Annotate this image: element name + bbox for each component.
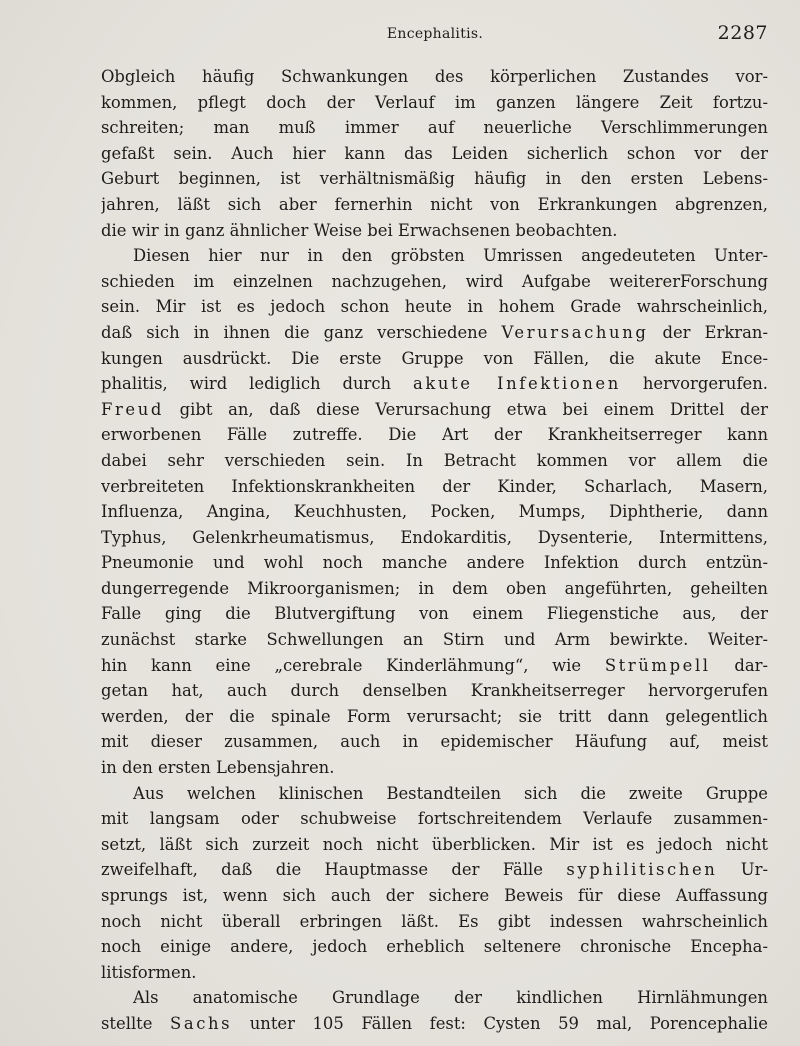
text-line: Falle ging die Blutvergiftung von einem Fliegenstiche aus, der: [101, 604, 768, 624]
page-header: [102, 22, 768, 50]
spaced-emphasis: Sachs: [170, 1013, 233, 1033]
page-number: 2287: [717, 22, 768, 44]
text-run: gibt an, daß diese Verursachung etwa bei einem Drittel der: [163, 399, 768, 419]
text-line: mit langsam oder schubweise fortschreitendem Verlaufe zusammen-: [101, 809, 768, 829]
text-line: Pneumonie und wohl noch manche andere Infektion durch entzün-: [101, 553, 768, 573]
text-run: Ur-: [717, 860, 768, 880]
text-line: gefaßt sein. Auch hier kann das Leiden sicherlich schon vor der: [101, 143, 768, 163]
text-run: hervorgerufen.: [620, 374, 768, 394]
text-line: die wir in ganz ähnlicher Weise bei Erwachsenen beobachten.: [101, 220, 618, 240]
spaced-emphasis: syphilitischen: [566, 860, 718, 880]
text-line: dungerregende Mikroorganismen; in dem oben angeführten, geheilten: [101, 578, 768, 598]
text-line: dabei sehr verschieden sein. In Betracht kommen vor allem die: [101, 450, 768, 470]
text-line: zunächst starke Schwellungen an Stirn und Arm bewirkte. Weiter-: [101, 630, 768, 650]
text-run: zweifelhaft, daß die Hauptmasse der Fälle: [101, 860, 567, 880]
text-line: Influenza, Angina, Keuchhusten, Pocken, Mumps, Diphtherie, dann: [101, 502, 768, 522]
text-line: Obgleich häufig Schwankungen des körperlichen Zustandes vor-: [101, 67, 768, 86]
text-line: erworbenen Fälle zutreffe. Die Art der Krankheitserreger kann: [101, 425, 768, 445]
text-line: sprungs ist, wenn sich auch der sichere Beweis für diese Auffassung: [101, 886, 768, 905]
spaced-emphasis: Strümpell: [604, 655, 711, 675]
text-line: setzt, läßt sich zurzeit noch nicht überblicken. Mir ist es jedoch nicht: [101, 834, 768, 854]
text-line: [101, 397, 768, 423]
text-line: Diesen hier nur in den gröbsten Umrissen angedeuteten Unter-: [133, 246, 768, 266]
text-line: verbreiteten Infektionskrankheiten der Kinder, Scharlach, Masern,: [101, 476, 768, 496]
text-line: mit dieser zusammen, auch in epidemischer Häufung auf, meist: [101, 732, 768, 752]
text-line: [101, 371, 768, 397]
text-line: sein. Mir ist es jedoch schon heute in hohem Grade wahrscheinlich,: [101, 297, 768, 317]
text-line: getan hat, auch durch denselben Krankheitserreger hervorgerufen: [101, 681, 768, 701]
text-run: der Erkran-: [648, 322, 768, 342]
text-line: [101, 653, 768, 679]
text-run: stellte: [101, 1013, 171, 1033]
running-head: Encephalitis.: [386, 26, 484, 42]
text-line: schreiten; man muß immer auf neuerliche Verschlimmerungen: [101, 118, 768, 138]
text-line: litisformen.: [101, 962, 197, 982]
text-line: in den ersten Lebensjahren.: [101, 758, 335, 778]
text-run: phalitis, wird lediglich durch: [101, 374, 413, 394]
text-run: unter 105 Fällen fest: Cysten 59 mal, Porencephalie: [232, 1013, 768, 1033]
text-run: daß sich in ihnen die ganz verschiedene: [101, 322, 502, 342]
text-line: kommen, pflegt doch der Verlauf im ganzen längere Zeit fortzu-: [101, 92, 768, 112]
spaced-emphasis: akute Infektionen: [413, 374, 621, 394]
text-line: Als anatomische Grundlage der kindlichen Hirnlähmungen: [133, 988, 768, 1008]
spaced-emphasis: Verursachung: [501, 322, 649, 342]
text-line: [101, 1011, 768, 1037]
text-line: schieden im einzelnen nachzugehen, wird Aufgabe weitererForschung: [101, 271, 768, 291]
text-line: kungen ausdrückt. Die erste Gruppe von Fällen, die akute Ence-: [101, 348, 768, 368]
text-line: noch nicht überall erbringen läßt. Es gibt indessen wahrscheinlich: [101, 911, 768, 931]
text-line: Aus welchen klinischen Bestandteilen sich die zweite Gruppe: [133, 783, 768, 803]
body-text: [101, 64, 768, 1037]
text-line: [101, 320, 768, 346]
spaced-emphasis: Freud: [101, 399, 164, 419]
text-line: Typhus, Gelenkrheumatismus, Endokarditis, Dysenterie, Intermittens,: [101, 527, 768, 547]
text-line: werden, der die spinale Form verursacht; sie tritt dann gelegentlich: [101, 706, 768, 726]
text-line: jahren, läßt sich aber fernerhin nicht von Erkrankungen abgrenzen,: [101, 194, 768, 214]
text-run: hin kann eine „cerebrale Kinderlähmung“, wie: [101, 655, 605, 675]
text-line: Geburt beginnen, ist verhältnismäßig häufig in den ersten Lebens-: [101, 169, 768, 189]
text-line: [101, 857, 768, 883]
text-line: noch einige andere, jedoch erheblich seltenere chronische Encepha-: [101, 937, 768, 957]
text-run: dar-: [710, 655, 768, 675]
